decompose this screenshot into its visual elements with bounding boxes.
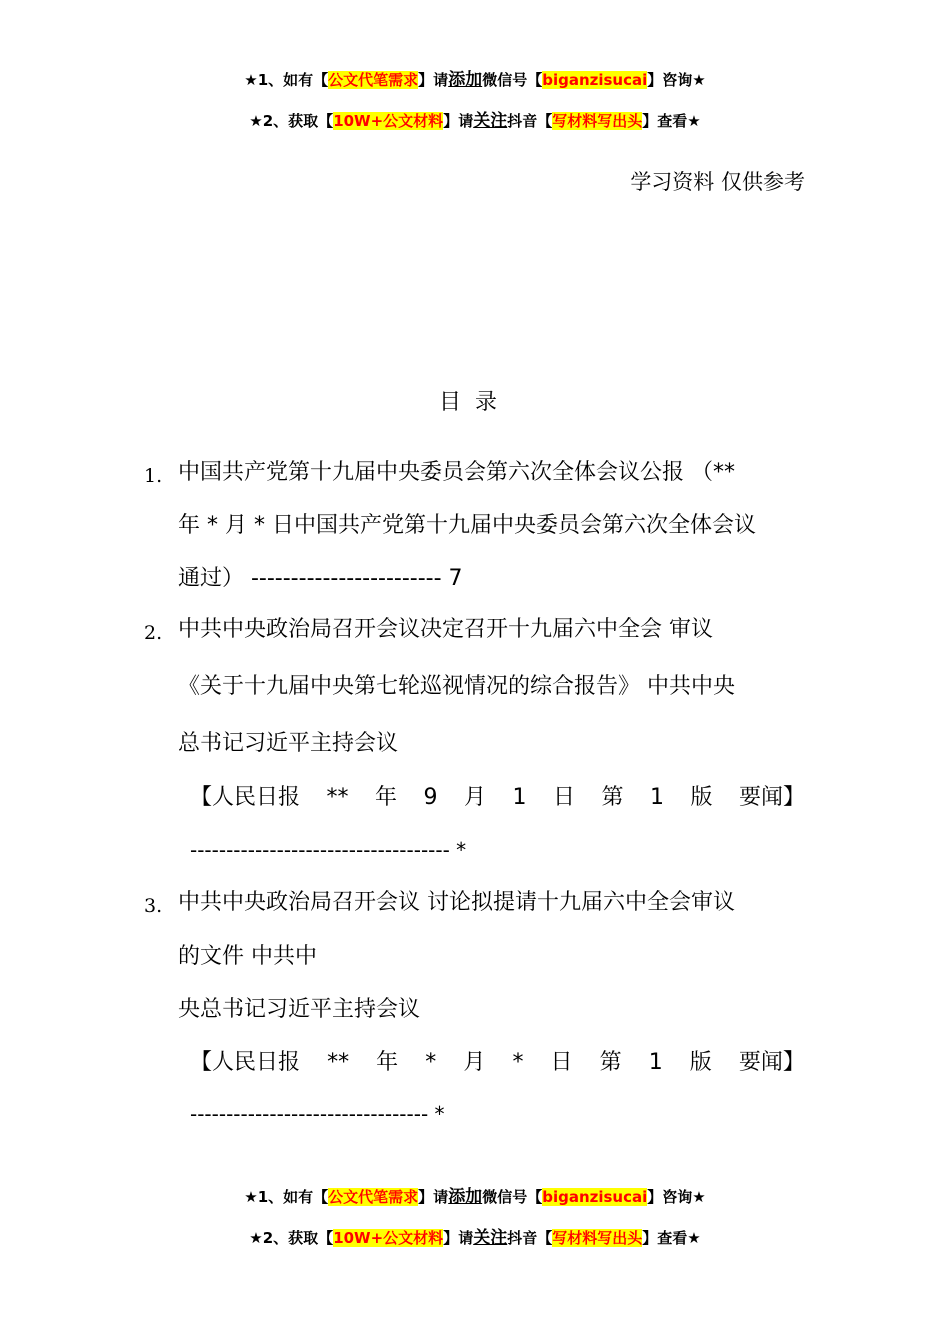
banner-underline: 关注 [473, 111, 508, 131]
toc-item-1-line-3: 通过） ------------------------ 7 [178, 566, 463, 591]
banner-text: ★2、获取【 [249, 112, 334, 130]
banner-underline: 添加 [448, 1187, 483, 1207]
toc-item-2-line-1: 中共中央政治局召开会议决定召开十九届六中全会 审议 [178, 617, 713, 642]
source-token: 月 [463, 785, 486, 810]
source-token: ** [327, 1050, 350, 1075]
top-banner-line-2 [0, 111, 950, 131]
banner-underline: 关注 [473, 1228, 508, 1248]
toc-item-3-source [190, 1048, 805, 1078]
source-token: 年 [374, 785, 397, 810]
source-token: 版 [690, 785, 713, 810]
banner-highlight-douyin: 写材料写出头 [552, 1229, 643, 1247]
toc-item-3-leader: --------------------------------- * [190, 1102, 445, 1126]
source-token: * [425, 1050, 437, 1075]
banner-text: ★1、如有【 [244, 1188, 329, 1206]
source-token: 日 [550, 1050, 573, 1075]
toc-item-1-line-2: 年 * 月 * 日中国共产党第十九届中央委员会第六次全体会议 [178, 513, 756, 538]
source-token: 月 [463, 1050, 486, 1075]
banner-text: 】请 [418, 71, 449, 89]
bottom-banner-line-1 [0, 1187, 950, 1207]
banner-text: ★2、获取【 [249, 1229, 334, 1247]
banner-highlight-wechat-id: biganzisucai [542, 71, 648, 89]
toc-item-3-line-1: 中共中央政治局召开会议 讨论拟提请十九届六中全会审议 [178, 890, 735, 915]
toc-item-2-line-3: 总书记习近平主持会议 [178, 731, 399, 756]
banner-text: 抖音【 [507, 112, 553, 130]
toc-item-3-line-2: 的文件 中共中 [178, 944, 317, 969]
source-token: 年 [376, 1050, 399, 1075]
toc-item-2-line-2: 《关于十九届中央第七轮巡视情况的综合报告》 中共中央 [178, 674, 735, 699]
toc-item-2-number: 2. [144, 622, 163, 644]
banner-text: 】请 [443, 1229, 474, 1247]
banner-highlight-douyin: 写材料写出头 [552, 112, 643, 130]
banner-underline: 添加 [448, 70, 483, 90]
banner-text: 微信号【 [482, 71, 543, 89]
banner-text: 】咨询★ [647, 1188, 706, 1206]
banner-highlight-wechat-id: biganzisucai [542, 1188, 648, 1206]
source-token: 要闻】 [738, 785, 805, 810]
top-banner-line-1 [0, 70, 950, 90]
toc-item-1-line-1: 中国共产党第十九届中央委员会第六次全体会议公报 （** [178, 460, 735, 485]
source-token: 【人民日报 [190, 785, 301, 810]
banner-highlight: 10W+公文材料 [333, 112, 444, 130]
source-token: 版 [689, 1050, 712, 1075]
toc-item-3-line-3: 央总书记习近平主持会议 [178, 997, 421, 1022]
banner-text: 】咨询★ [647, 71, 706, 89]
source-token: 1 [649, 785, 664, 810]
toc-item-2-leader: ------------------------------------ * [190, 838, 467, 862]
reference-note: 学习资料 仅供参考 [630, 170, 805, 194]
source-token: 第 [599, 1050, 622, 1075]
source-token: ** [326, 785, 349, 810]
banner-text: 】请 [418, 1188, 449, 1206]
source-token: 日 [552, 785, 575, 810]
source-token: 1 [512, 785, 527, 810]
bottom-banner-line-2 [0, 1228, 950, 1248]
toc-item-3-number: 3. [144, 895, 163, 917]
banner-text: 抖音【 [507, 1229, 553, 1247]
banner-highlight: 公文代笔需求 [328, 71, 419, 89]
banner-text: ★1、如有【 [244, 71, 329, 89]
source-token: * [512, 1050, 524, 1075]
toc-title: 目录 [438, 390, 511, 415]
source-token: 要闻】 [738, 1050, 805, 1075]
banner-text: 】查看★ [642, 112, 701, 130]
banner-text: 微信号【 [482, 1188, 543, 1206]
source-token: 1 [648, 1050, 663, 1075]
toc-item-2-source [190, 783, 805, 813]
source-token: 第 [601, 785, 624, 810]
banner-highlight: 公文代笔需求 [328, 1188, 419, 1206]
source-token: 9 [423, 785, 438, 810]
banner-highlight: 10W+公文材料 [333, 1229, 444, 1247]
source-token: 【人民日报 [190, 1050, 301, 1075]
banner-text: 】请 [443, 112, 474, 130]
toc-item-1-number: 1. [144, 465, 163, 487]
banner-text: 】查看★ [642, 1229, 701, 1247]
